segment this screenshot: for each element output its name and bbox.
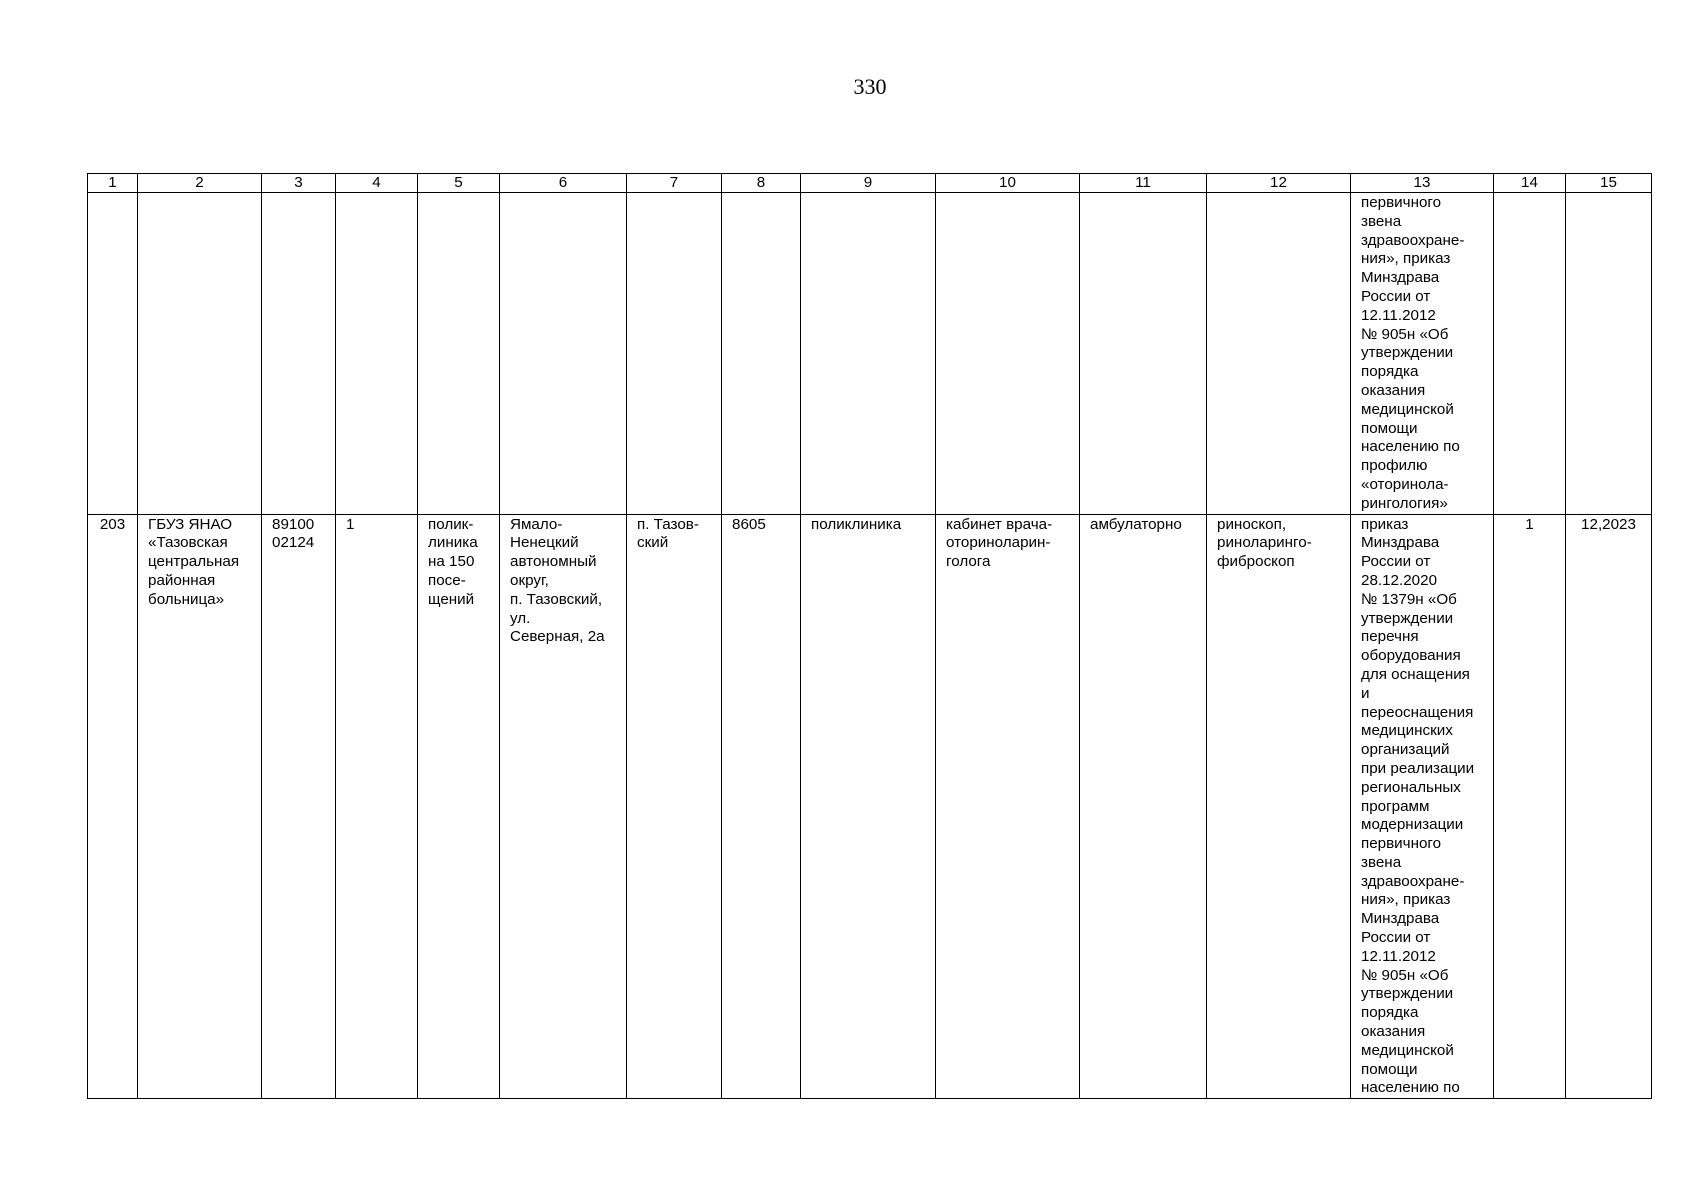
header-col-10: 10: [936, 174, 1080, 193]
cell-empty: [1494, 193, 1566, 515]
header-col-5: 5: [418, 174, 500, 193]
header-col-7: 7: [627, 174, 722, 193]
header-col-3: 3: [262, 174, 336, 193]
cell-organization: ГБУЗ ЯНАО «Тазовская центральная районная больница»: [138, 514, 262, 1099]
table-header-row: [88, 174, 1652, 193]
header-col-9: 9: [801, 174, 936, 193]
cell-inn: 89100 02124: [262, 514, 336, 1099]
cell-regulation-text: приказ Минздрава России от 28.12.2020 № 1379н «Об утверждении перечня оборудования для оснащения и переоснащения медицинских организаций при реализации региональных программ модернизации первичного звена здравоохране- ния», приказ Минздрава России от 12.11.2012 № 905н «Об утверждении порядка оказания медицинской помощи населению по: [1361, 515, 1475, 1097]
header-col-11: 11: [1080, 174, 1207, 193]
cell-empty: [138, 193, 262, 515]
cell-cabinet: кабинет врача- оториноларин- голога: [936, 514, 1080, 1099]
cell-quantity: 1: [1494, 514, 1566, 1099]
cell-empty: [936, 193, 1080, 515]
header-col-4: 4: [336, 174, 418, 193]
header-col-13: 13: [1351, 174, 1494, 193]
cell-empty: [88, 193, 138, 515]
cell-empty: [627, 193, 722, 515]
cell-empty: [801, 193, 936, 515]
cell-empty: [1207, 193, 1351, 515]
cell-date: 12,2023: [1566, 514, 1652, 1099]
cell-empty: [1566, 193, 1652, 515]
cell-code: 8605: [722, 514, 801, 1099]
cell-care-form: амбулаторно: [1080, 514, 1207, 1099]
cell-unit: поликлиника: [801, 514, 936, 1099]
header-col-15: 15: [1566, 174, 1652, 193]
header-col-2: 2: [138, 174, 262, 193]
header-col-8: 8: [722, 174, 801, 193]
cell-empty: [336, 193, 418, 515]
cell-address: Ямало- Ненецкий автономный округ, п. Тазовский, ул. Северная, 2а: [500, 514, 627, 1099]
cell-empty: [722, 193, 801, 515]
header-col-12: 12: [1207, 174, 1351, 193]
cell-empty: [500, 193, 627, 515]
equipment-table: [87, 173, 1652, 1099]
cell-facility-type: полик- линика на 150 посе- щений: [418, 514, 500, 1099]
page-number: 330: [853, 74, 887, 99]
cell-empty: [418, 193, 500, 515]
cell-settlement: п. Тазов- ский: [627, 514, 722, 1099]
cell-regulation-continued: первичного звена здравоохране- ния», приказ Минздрава России от 12.11.2012 № 905н «Об утверждении порядка оказания медицинской помощи населению по профилю «оторинола- рингология»: [1351, 193, 1494, 515]
cell-row-number: 203: [88, 514, 138, 1099]
header-col-6: 6: [500, 174, 627, 193]
cell-equipment: риноскоп, риноларинго- фиброскоп: [1207, 514, 1351, 1099]
header-col-1: 1: [88, 174, 138, 193]
table-row-continuation: [88, 193, 1652, 515]
header-col-14: 14: [1494, 174, 1566, 193]
cell-regulation: [1351, 514, 1494, 1099]
table-row-203: [88, 514, 1652, 1099]
cell-empty: [1080, 193, 1207, 515]
cell-empty: [262, 193, 336, 515]
cell-col4: 1: [336, 514, 418, 1099]
